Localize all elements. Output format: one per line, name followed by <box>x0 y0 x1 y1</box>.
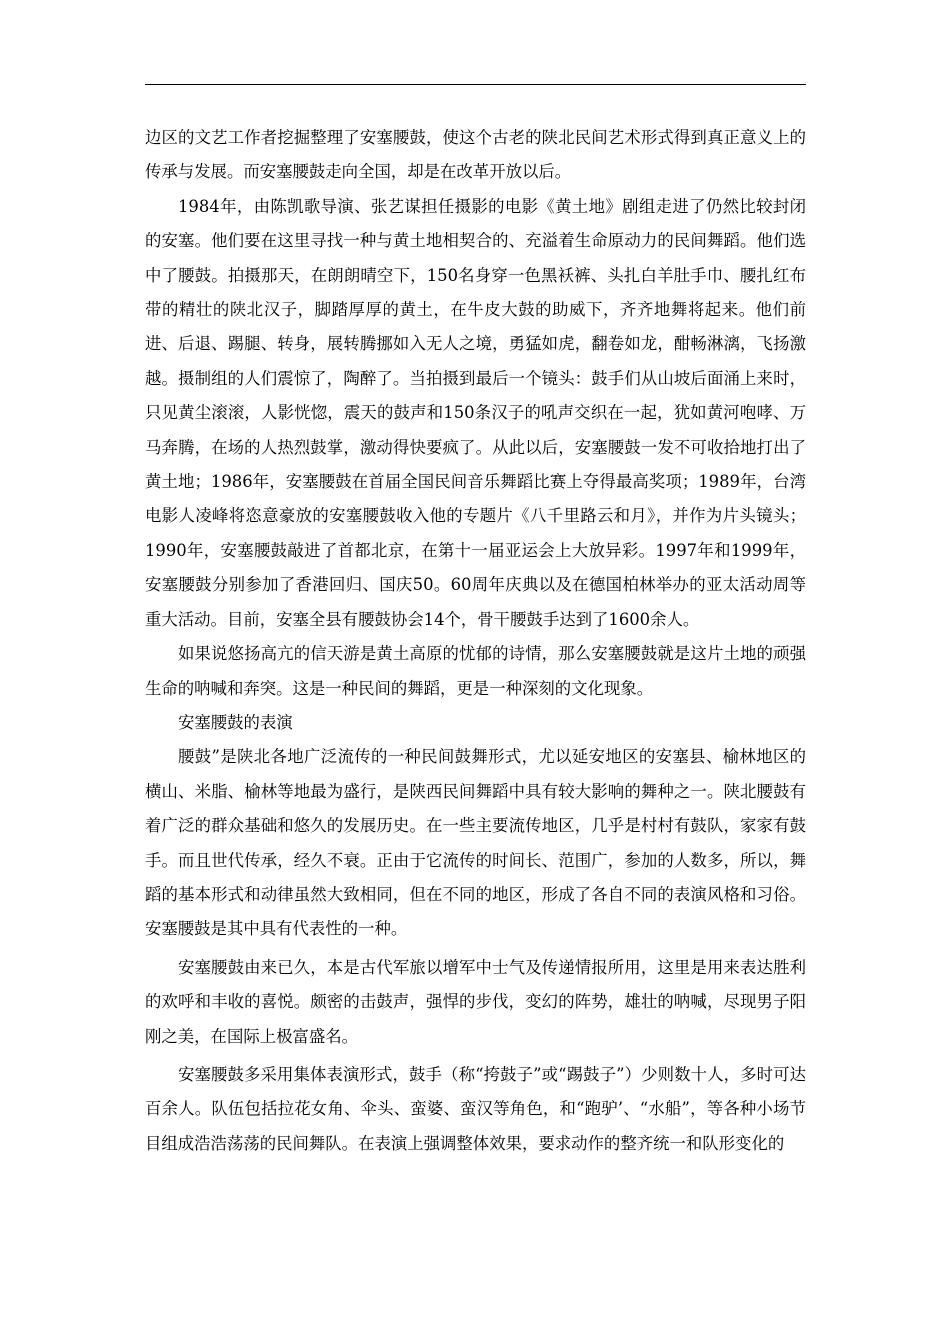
paragraph-origin: 安塞腰鼓由来已久，本是古代军旅以增军中士气及传递情报所用，这里是用来表达胜利的欢呼和丰收的喜悦。颇密的击鼓声，强悍的步伐，变幻的阵势，雄壮的呐喊，尽现男子阳刚之美，在国际上极富盛名。 <box>145 957 806 1046</box>
paragraph-performance-form: 安塞腰鼓多采用集体表演形式，鼓手（称“挎鼓子”或“踢鼓子”）少则数十人，多时可达百余人。队伍包括拉花女角、伞头、蛮婆、蛮汉等角色，和“跑驴’、“水船”，等各种小场节目组成浩浩荡荡的民间舞队。在表演上强调整体效果，要求动作的整齐统一和队形变化的 <box>145 1064 806 1153</box>
header-rule <box>145 84 806 85</box>
paragraph-film-history: 1984年，由陈凯歌导演、张艺谋担任摄影的电影《黄土地》剧组走进了仍然比较封闭的安塞。他们要在这里寻找一种与黄土地相契合的、充溢着生命原动力的民间舞蹈。他们选中了腰鼓。拍摄那天，在朗朗晴空下，150名身穿一色黑袄裤、头扎白羊肚手巾、腰扎红布带的精壮的陕北汉子，脚踏厚厚的黄土，在牛皮大鼓的助威下，齐齐地舞将起来。他们前进、后退、踢腿、转身，展转腾挪如入无人之境，勇猛如虎，翻卷如龙，酣畅淋漓，飞扬激越。摄制组的人们震惊了，陶醉了。当拍摄到最后一个镜头：鼓手们从山坡后面涌上来时，只见黄尘滚滚，人影恍惚，震天的鼓声和150条汉子的吼声交织在一起，犹如黄河咆哮、万马奔腾，在场的人热烈鼓掌，激动得快要疯了。从此以后，安塞腰鼓一发不可收拾地打出了黄土地；1986年，安塞腰鼓在首届全国民间音乐舞蹈比赛上夺得最高奖项；1989年，台湾电影人凌峰将恣意豪放的安塞腰鼓收入他的专题片《八千里路云和月》，并作为片头镜头；1990年，安塞腰鼓敲进了首都北京，在第十一届亚运会上大放异彩。1997年和1999年，安塞腰鼓分别参加了香港回归、国庆50。60周年庆典以及在德国柏林举办的亚太活动周等重大活动。目前，安塞全县有腰鼓协会14个，骨干腰鼓手达到了1600余人。 <box>145 196 806 629</box>
paragraph-continuation: 边区的文艺工作者挖掘整理了安塞腰鼓，使这个古老的陕北民间艺术形式得到真正意义上的传承与发展。而安塞腰鼓走向全国，却是在改革开放以后。 <box>145 128 806 182</box>
section-heading: 安塞腰鼓的表演 <box>178 712 293 732</box>
document-body <box>145 121 806 1161</box>
paragraph-cultural-significance: 如果说悠扬高亢的信天游是黄土高原的忧郁的诗情，那么安塞腰鼓就是这片土地的顽强生命的呐喊和奔突。这是一种民间的舞蹈，更是一种深刻的文化现象。 <box>145 644 806 698</box>
paragraph-waist-drum-intro: 腰鼓”是陕北各地广泛流传的一种民间鼓舞形式，尤以延安地区的安塞县、榆林地区的横山、米脂、榆林等地最为盛行，是陕西民间舞蹈中具有较大影响的舞种之一。陕北腰鼓有着广泛的群众基础和悠久的发展历史。在一些主要流传地区，几乎是村村有鼓队，家家有鼓手。而且世代传承，经久不衰。正由于它流传的时间长、范围广，参加的人数多，所以，舞蹈的基本形式和动律虽然大致相同，但在不同的地区，形成了各自不同的表演风格和习俗。安塞腰鼓是其中具有代表性的一种。 <box>145 747 806 939</box>
